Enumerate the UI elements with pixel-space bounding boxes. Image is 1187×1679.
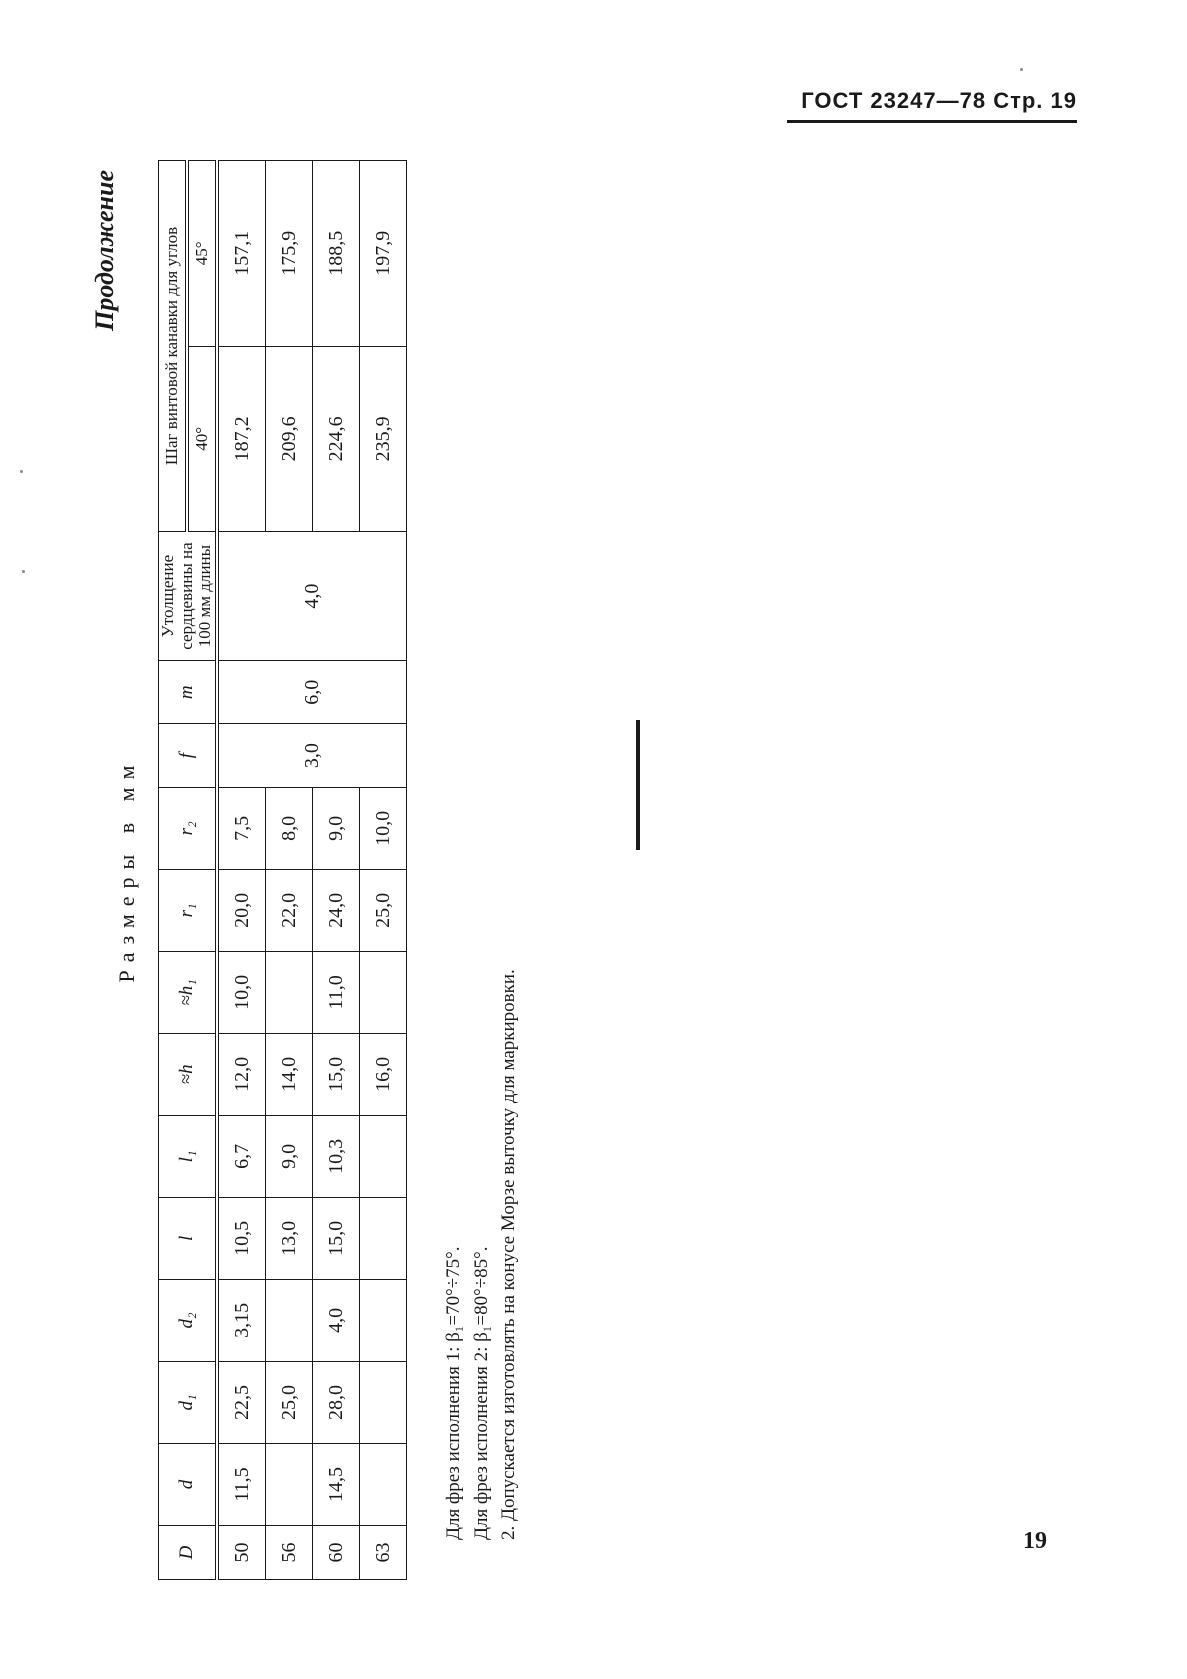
page-label: Стр. 19 bbox=[993, 88, 1077, 113]
cell-l1 bbox=[360, 1115, 407, 1197]
cell-h1: 10,0 bbox=[217, 951, 266, 1033]
cell-h: 14,0 bbox=[266, 1033, 313, 1115]
scan-speck bbox=[1020, 68, 1023, 71]
cell-p45: 157,1 bbox=[217, 161, 266, 347]
cell-d: 14,5 bbox=[313, 1443, 360, 1525]
cell-h1 bbox=[360, 951, 407, 1033]
note-line: Для фрез исполнения 1: β₁=70°÷75°. bbox=[443, 1246, 464, 1540]
cell-p40: 224,6 bbox=[313, 346, 360, 531]
cell-h1 bbox=[266, 951, 313, 1033]
document-header bbox=[787, 88, 1077, 123]
cell-d bbox=[360, 1443, 407, 1525]
cell-p45: 197,9 bbox=[360, 161, 407, 347]
cell-m-merged: 6,0 bbox=[217, 661, 407, 724]
col-r2: r₂ bbox=[159, 787, 218, 869]
col-h: ≈h bbox=[159, 1033, 218, 1115]
col-r1: r₁ bbox=[159, 869, 218, 951]
sizes-title: Размеры в мм bbox=[114, 757, 139, 983]
cell-l1: 10,3 bbox=[313, 1115, 360, 1197]
cell-p40: 187,2 bbox=[217, 346, 266, 531]
cell-d2: 3,15 bbox=[217, 1279, 266, 1361]
cell-r1: 20,0 bbox=[217, 869, 266, 951]
col-h1: ≈h₁ bbox=[159, 951, 218, 1033]
cell-l bbox=[360, 1197, 407, 1279]
cell-thickening-merged: 4,0 bbox=[217, 532, 407, 661]
note-line: Для фрез исполнения 2: β₁=80°÷85°. bbox=[470, 1246, 492, 1540]
rotated-table-block bbox=[90, 160, 660, 1580]
cell-D: 50 bbox=[217, 1525, 266, 1579]
cell-p40: 235,9 bbox=[360, 346, 407, 531]
table-row bbox=[360, 161, 407, 1580]
cell-r1: 24,0 bbox=[313, 869, 360, 951]
cell-r1: 25,0 bbox=[360, 869, 407, 951]
col-D: D bbox=[159, 1525, 218, 1579]
dimensions-table bbox=[158, 160, 407, 1580]
col-pitch: Шаг винтовой канавки для углов bbox=[159, 161, 187, 532]
cell-d bbox=[266, 1443, 313, 1525]
cell-D: 56 bbox=[266, 1525, 313, 1579]
cell-D: 63 bbox=[360, 1525, 407, 1579]
cell-f-merged: 3,0 bbox=[217, 724, 407, 787]
scan-mark bbox=[636, 720, 640, 850]
col-d1: d₁ bbox=[159, 1361, 218, 1443]
continuation-label: Продолжение bbox=[90, 170, 119, 331]
col-f: f bbox=[159, 724, 218, 787]
note-line: 2. Допускается изготовлять на конусе Морзе выточку для маркировки. bbox=[498, 969, 520, 1540]
cell-l1: 9,0 bbox=[266, 1115, 313, 1197]
scan-speck bbox=[22, 570, 25, 573]
cell-d2: 4,0 bbox=[313, 1279, 360, 1361]
col-l1: l₁ bbox=[159, 1115, 218, 1197]
standard-code: ГОСТ 23247—78 bbox=[801, 88, 987, 113]
col-d: d bbox=[159, 1443, 218, 1525]
cell-l: 10,5 bbox=[217, 1197, 266, 1279]
col-pitch-45: 45° bbox=[187, 161, 217, 347]
cell-r1: 22,0 bbox=[266, 869, 313, 951]
col-m: m bbox=[159, 661, 218, 724]
cell-r2: 9,0 bbox=[313, 787, 360, 869]
cell-r2: 10,0 bbox=[360, 787, 407, 869]
cell-l: 13,0 bbox=[266, 1197, 313, 1279]
col-thickening: Утолщение сердцевины на 100 мм длины bbox=[159, 532, 218, 661]
cell-l: 15,0 bbox=[313, 1197, 360, 1279]
notes bbox=[440, 969, 523, 1540]
table-header-row bbox=[159, 161, 187, 1580]
scan-speck bbox=[20, 470, 23, 473]
cell-h1: 11,0 bbox=[313, 951, 360, 1033]
cell-p45: 175,9 bbox=[266, 161, 313, 347]
cell-r2: 7,5 bbox=[217, 787, 266, 869]
cell-p45: 188,5 bbox=[313, 161, 360, 347]
cell-d2 bbox=[266, 1279, 313, 1361]
cell-d: 11,5 bbox=[217, 1443, 266, 1525]
cell-d1: 25,0 bbox=[266, 1361, 313, 1443]
cell-d1: 22,5 bbox=[217, 1361, 266, 1443]
col-l: l bbox=[159, 1197, 218, 1279]
cell-r2: 8,0 bbox=[266, 787, 313, 869]
table-row bbox=[313, 161, 360, 1580]
cell-D: 60 bbox=[313, 1525, 360, 1579]
col-d2: d₂ bbox=[159, 1279, 218, 1361]
cell-h: 12,0 bbox=[217, 1033, 266, 1115]
col-pitch-40: 40° bbox=[187, 346, 217, 531]
cell-h: 15,0 bbox=[313, 1033, 360, 1115]
cell-d2 bbox=[360, 1279, 407, 1361]
page-number: 19 bbox=[1023, 1528, 1047, 1554]
table-row bbox=[266, 161, 313, 1580]
cell-h: 16,0 bbox=[360, 1033, 407, 1115]
cell-p40: 209,6 bbox=[266, 346, 313, 531]
cell-d1 bbox=[360, 1361, 407, 1443]
cell-l1: 6,7 bbox=[217, 1115, 266, 1197]
table-row bbox=[217, 161, 266, 1580]
cell-d1: 28,0 bbox=[313, 1361, 360, 1443]
